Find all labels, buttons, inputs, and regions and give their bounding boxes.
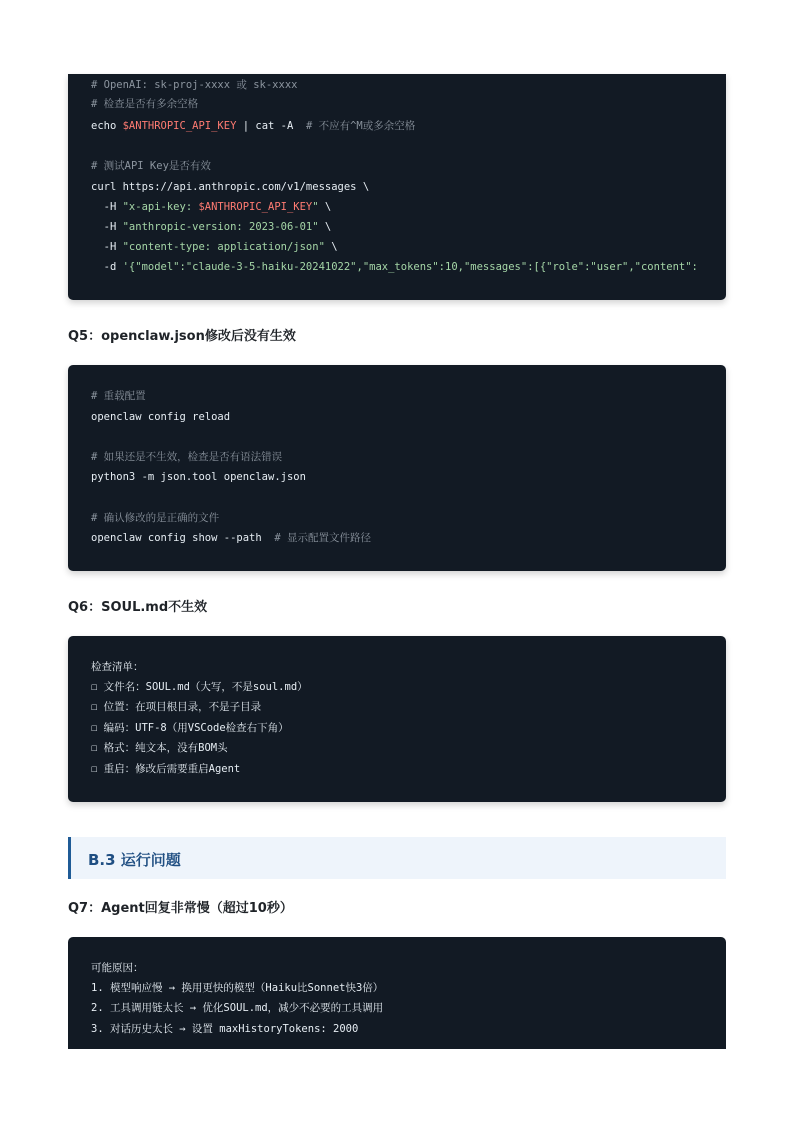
code-token: \: [318, 221, 332, 233]
code-token: -d: [91, 261, 123, 273]
code-line: 3. 对话历史太长 → 设置 maxHistoryTokens: 2000: [91, 1023, 359, 1035]
code-string: "anthropic-version: 2023-06-01": [122, 221, 319, 233]
checklist-item: ☐ 位置：在项目根目录，不是子目录: [91, 701, 262, 713]
code-token: -H: [91, 221, 123, 233]
section-title: B.3 运行问题: [88, 851, 181, 869]
code-comment: # 重载配置: [91, 390, 146, 402]
code-comment: # 检查是否有多余空格: [91, 98, 199, 110]
code-token: -H: [91, 241, 123, 253]
code-variable: $ANTHROPIC_API_KEY: [122, 120, 237, 132]
code-line: [91, 240, 338, 254]
checklist-item: ☐ 文件名：SOUL.md（大写，不是soul.md）: [91, 681, 308, 693]
code-comment: # OpenAI: sk-proj-xxxx 或 sk-xxxx: [91, 79, 298, 91]
code-line: 可能原因：: [91, 962, 144, 974]
code-comment: # 显示配置文件路径: [274, 532, 371, 544]
code-token: echo: [91, 120, 123, 132]
code-string: '{"model":"claude-3-5-haiku-20241022","max_tokens":10,"messages":[{"role":"user","content":: [122, 261, 698, 273]
checklist-item: ☐ 编码：UTF-8（用VSCode检查右下角）: [91, 722, 289, 734]
code-block-config-reload: [68, 365, 726, 571]
code-comment: # 不应有^M或多余空格: [305, 120, 416, 132]
code-line: python3 -m json.tool openclaw.json: [91, 471, 306, 483]
code-block-slow-response: [68, 937, 726, 1049]
code-line: [91, 119, 415, 133]
code-string: "content-type: application/json": [122, 241, 325, 253]
checklist-item: ☐ 格式：纯文本，没有BOM头: [91, 742, 228, 754]
question-heading-q7: Q7：Agent回复非常慢（超过10秒）: [68, 901, 293, 916]
code-line: [91, 200, 331, 214]
code-token: openclaw config show --path: [91, 532, 275, 544]
code-line: 1. 模型响应慢 → 换用更快的模型（Haiku比Sonnet快3倍）: [91, 982, 384, 994]
code-string: ": [312, 201, 319, 213]
code-block-soul-checklist: [68, 636, 726, 802]
code-variable: $ANTHROPIC_API_KEY: [198, 201, 313, 213]
code-comment: # 如果还是不生效，检查是否有语法错误: [91, 451, 283, 463]
code-token: -H: [91, 201, 123, 213]
question-heading-q5: Q5：openclaw.json修改后没有生效: [68, 329, 296, 344]
code-token: \: [324, 241, 338, 253]
question-heading-q6: Q6：SOUL.md不生效: [68, 600, 208, 615]
code-comment: # 测试API Key是否有效: [91, 160, 211, 172]
code-line: openclaw config reload: [91, 411, 231, 423]
code-line: 2. 工具调用链太长 → 优化SOUL.md，减少不必要的工具调用: [91, 1002, 384, 1014]
code-line: 检查清单：: [91, 661, 144, 673]
code-comment: # 确认修改的是正确的文件: [91, 512, 220, 524]
code-line: [91, 531, 371, 545]
code-token: | cat -A: [236, 120, 306, 132]
code-line: [91, 220, 331, 234]
code-string: "x-api-key:: [122, 201, 199, 213]
code-line: curl https://api.anthropic.com/v1/messages \: [91, 181, 370, 193]
code-block-api-key-check: [68, 74, 726, 300]
checklist-item: ☐ 重启：修改后需要重启Agent: [91, 763, 241, 775]
code-token: \: [318, 201, 332, 213]
code-line: [91, 260, 698, 274]
section-heading-b3: [68, 837, 726, 879]
